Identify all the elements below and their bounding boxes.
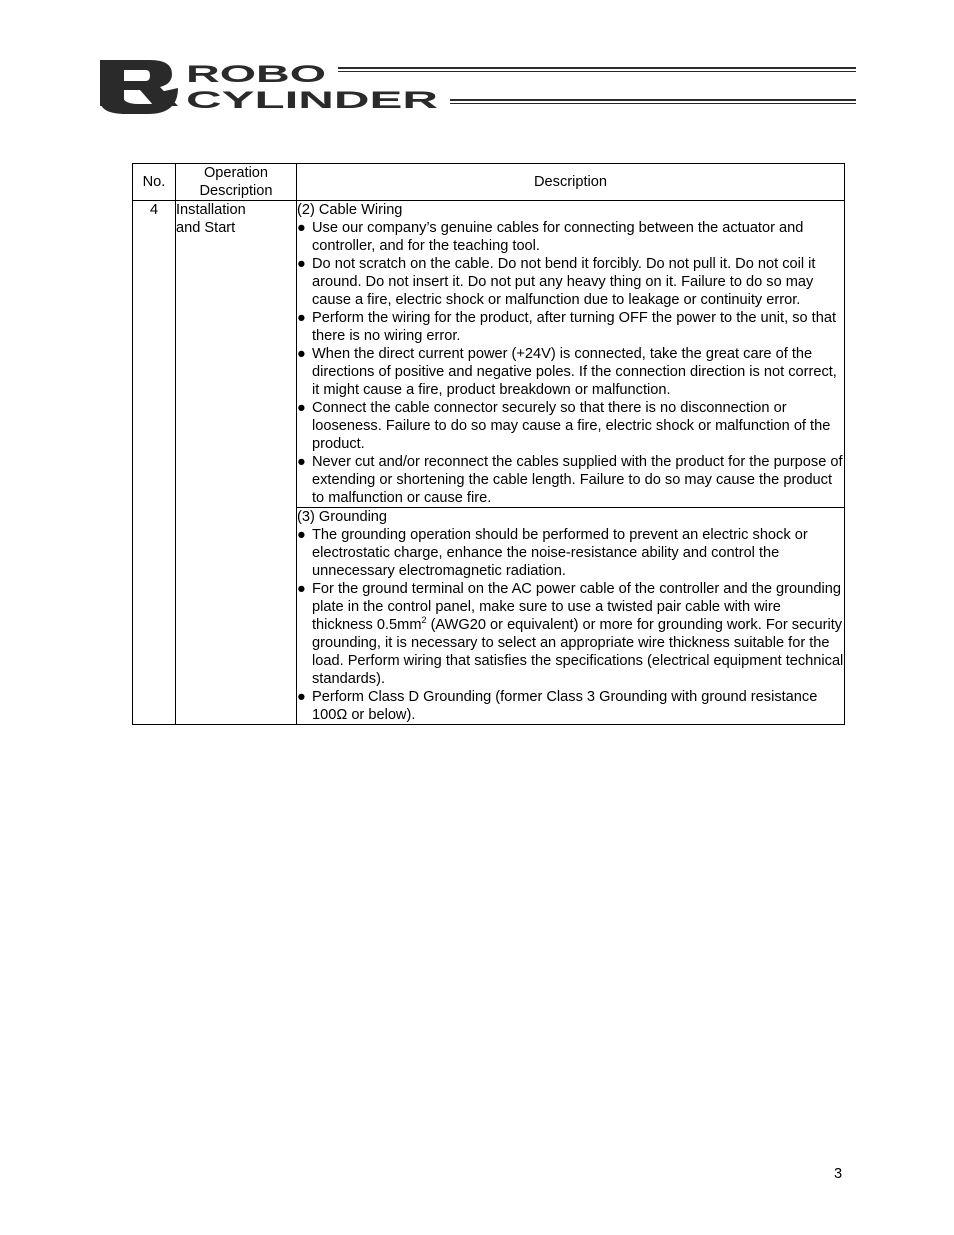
bullet-text: Perform Class D Grounding (former Class 3 Grounding with ground resistance 100Ω or below). <box>312 689 818 723</box>
ground-text-before: For the ground terminal on the AC power cable of the controller and the grounding plate in the control panel, make sure to use a twisted pair cable with wire thickness 0.5mm <box>312 581 841 633</box>
cable-wiring-bullets <box>297 219 844 507</box>
list-item <box>297 309 844 345</box>
grounding-bullets <box>297 526 844 724</box>
grounding-section <box>297 508 845 725</box>
header-operation-line2: Description <box>199 183 273 199</box>
list-item <box>297 580 844 688</box>
table-row <box>133 201 845 508</box>
bullet-text <box>312 581 843 687</box>
header-description: Description <box>297 164 845 201</box>
bullet-text: Perform the wiring for the product, after turning OFF the power to the unit, so that there is no wiring error. <box>312 310 837 344</box>
list-item <box>297 219 844 255</box>
bullet-icon: ● <box>297 310 306 326</box>
ground-text-after: (AWG20 or equivalent) or more for grounding work. For security grounding, it is necessary to select an appropriate wire thickness suitable for the load. Perform wiring that satisfies the specifications (electrical equipment technical standards). <box>312 617 844 687</box>
bullet-icon: ● <box>297 581 306 597</box>
list-item <box>297 453 844 507</box>
section-title-cable-wiring: (2) Cable Wiring <box>297 202 403 218</box>
table-header-row <box>133 164 845 201</box>
bullet-icon: ● <box>297 689 306 705</box>
bullet-text: Do not scratch on the cable. Do not bend it forcibly. Do not pull it. Do not coil it around. Do not insert it. Do not put any heavy thing on it. Failure to do so may cause a fire, electric shock or malfunction due to leakage or continuity error. <box>312 256 816 308</box>
list-item <box>297 399 844 453</box>
bullet-text: When the direct current power (+24V) is connected, take the great care of the directions of positive and negative poles. If the connection direction is not correct, it might cause a fire, product breakdown or malfunction. <box>312 346 837 398</box>
row-number: 4 <box>133 201 176 725</box>
robo-cylinder-logo <box>98 58 858 114</box>
bullet-icon: ● <box>297 346 306 362</box>
list-item <box>297 688 844 724</box>
logo-robo-text: ROBO <box>186 61 326 88</box>
bullet-icon: ● <box>297 454 306 470</box>
bullet-text: The grounding operation should be performed to prevent an electric shock or electrostatic charge, enhance the noise-resistance ability and control the unnecessary electromagnetic radiation. <box>312 527 808 579</box>
operation-table <box>132 163 845 725</box>
list-item <box>297 255 844 309</box>
row-operation <box>176 201 297 725</box>
section-title-grounding: (3) Grounding <box>297 509 388 525</box>
superscript-2: 2 <box>421 615 427 626</box>
bullet-icon: ● <box>297 527 306 543</box>
rc-mark <box>100 60 178 114</box>
list-item <box>297 526 844 580</box>
bullet-text: Never cut and/or reconnect the cables supplied with the product for the purpose of extending or shortening the cable length. Failure to do so may cause the product to malfunction or cause fire. <box>312 454 843 506</box>
row-operation-line1: Installation <box>176 202 246 218</box>
cable-wiring-section <box>297 201 845 508</box>
bullet-icon: ● <box>297 220 306 236</box>
bullet-icon: ● <box>297 400 306 416</box>
header-operation-description <box>176 164 297 201</box>
bullet-icon: ● <box>297 256 306 272</box>
logo-cylinder-text: CYLINDER <box>186 87 438 114</box>
logo-graphic <box>98 58 858 114</box>
row-operation-line2: and Start <box>176 220 236 236</box>
page-number: 3 <box>834 1166 843 1182</box>
header-operation-line1: Operation <box>203 165 269 181</box>
list-item <box>297 345 844 399</box>
bullet-text: Connect the cable connector securely so that there is no disconnection or looseness. Failure to do so may cause a fire, electric shock or malfunction of the product. <box>312 400 831 452</box>
header-no: No. <box>133 164 176 201</box>
bullet-text: Use our company’s genuine cables for connecting between the actuator and controller, and for the teaching tool. <box>312 220 804 254</box>
